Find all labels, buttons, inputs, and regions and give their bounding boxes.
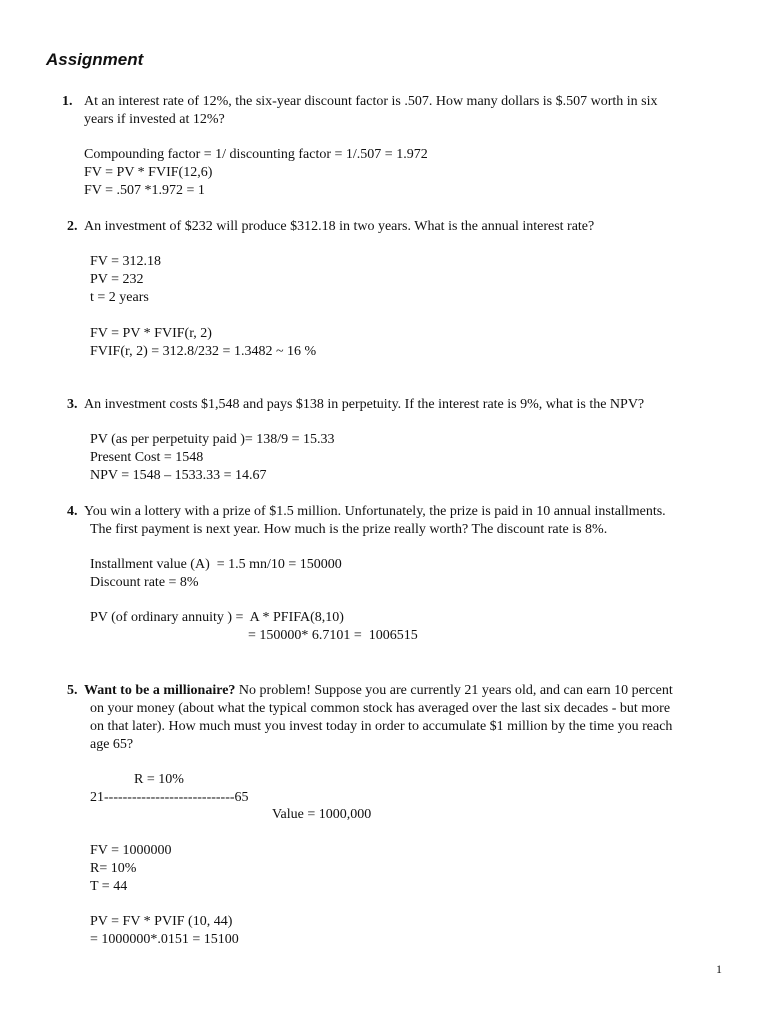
q3-question-line-1: An investment costs $1,548 and pays $138 in perpetuity. If the interest rate is 9%, what is the NPV? [84,397,645,412]
q3-number: 3. [67,397,78,412]
q5-question-line-2: on your money (about what the typical common stock has averaged over the last six decades - but more [90,701,671,716]
q2-answer-line-3: t = 2 years [90,290,149,305]
q4-answer-line-3: PV (of ordinary annuity ) = A * PFIFA(8,10) [90,610,344,625]
q5-timeline-line: 21----------------------------65 [90,790,249,805]
q3-answer-line-2: Present Cost = 1548 [90,450,204,465]
q2-answer-line-1: FV = 312.18 [90,254,162,269]
q5-question-line-1 [84,682,673,700]
q2-number: 2. [67,219,78,234]
q5-answer-line-4: PV = FV * PVIF (10, 44) [90,914,233,929]
q4-number: 4. [67,504,78,519]
q3-answer-line-1: PV (as per perpetuity paid )= 138/9 = 15.33 [90,432,335,447]
q1-question-line-2: years if invested at 12%? [84,112,225,127]
q5-question-text-1: No problem! Suppose you are currently 21 years old, and can earn 10 percent [235,683,673,698]
q5-answer-line-2: R= 10% [90,861,137,876]
q1-number: 1. [62,94,73,109]
q1-answer-line-3: FV = .507 *1.972 = 1 [84,183,205,198]
q5-answer-line-5: = 1000000*.0151 = 15100 [90,932,239,947]
q2-answer-line-5: FVIF(r, 2) = 312.8/232 = 1.3482 ~ 16 % [90,344,317,359]
q1-answer-line-1: Compounding factor = 1/ discounting factor = 1/.507 = 1.972 [84,147,428,162]
q5-timeline-rate: R = 10% [134,772,184,787]
q2-answer-line-2: PV = 232 [90,272,144,287]
q4-answer-line-2: Discount rate = 8% [90,575,199,590]
q1-answer-line-2: FV = PV * FVIF(12,6) [84,165,213,180]
q5-number: 5. [67,683,78,698]
page-title: Assignment [46,50,144,69]
q3-answer-line-3: NPV = 1548 – 1533.33 = 14.67 [90,468,267,483]
q5-question-line-3: on that later). How much must you invest today in order to accumulate $1 million by the time you reach [90,719,673,734]
q4-answer-line-4: = 150000* 6.7101 = 1006515 [248,628,418,643]
q5-timeline-value: Value = 1000,000 [272,807,372,822]
q4-question-line-2: The first payment is next year. How much is the prize really worth? The discount rate is 8%. [90,522,608,537]
q5-bold-lead: Want to be a millionaire? [84,683,236,698]
page-number: 1 [716,962,722,976]
q5-answer-line-1: FV = 1000000 [90,843,172,858]
q4-answer-line-1: Installment value (A) = 1.5 mn/10 = 150000 [90,557,342,572]
q4-question-line-1: You win a lottery with a prize of $1.5 million. Unfortunately, the prize is paid in 10 annual installments. [84,504,666,519]
q1-question-line-1: At an interest rate of 12%, the six-year discount factor is .507. How many dollars is $.507 worth in six [84,94,658,109]
q2-answer-line-4: FV = PV * FVIF(r, 2) [90,326,212,341]
q2-question-line-1: An investment of $232 will produce $312.18 in two years. What is the annual interest rate? [84,219,595,234]
q5-answer-line-3: T = 44 [90,879,128,894]
q5-question-line-4: age 65? [90,737,134,752]
